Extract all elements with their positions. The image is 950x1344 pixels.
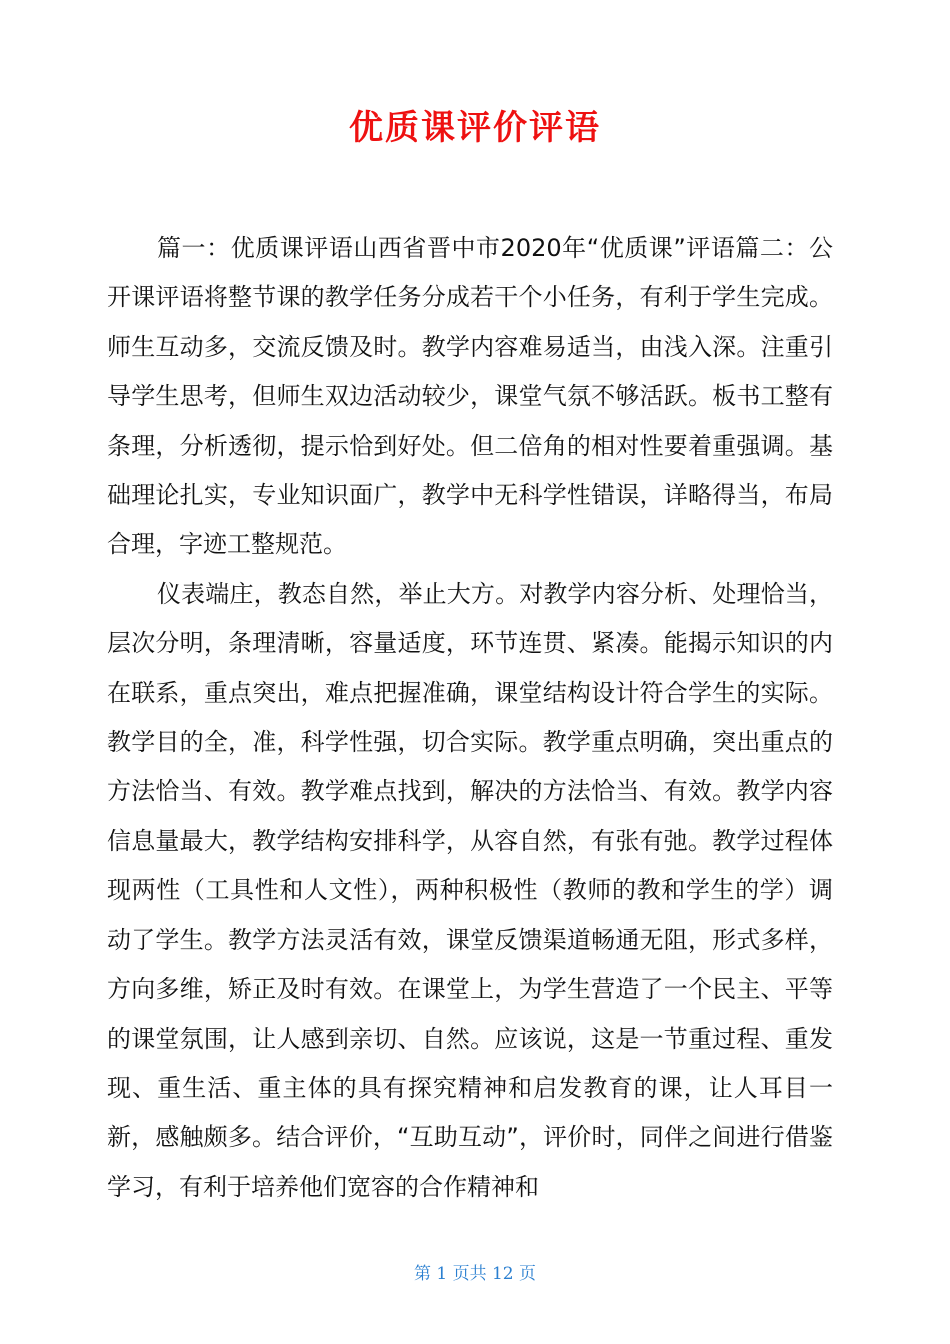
paragraph: 篇一：优质课评语山西省晋中市2020年“优质课”评语篇二：公开课评语将整节课的教学任务分成若干个小任务，有利于学生完成。师生互动多，交流反馈及时。教学内容难易适当，由浅入深。注重引导学生思考，但师生双边活动较少，课堂气氛不够活跃。板书工整有条理，分析透彻，提示恰到好处。但二倍角的相对性要着重强调。基础理论扎实，专业知识面广，教学中无科学性错误，详略得当，布局合理，字迹工整规范。 — [107, 234, 833, 559]
paragraph: 仪表端庄，教态自然，举止大方。对教学内容分析、处理恰当，层次分明，条理清晰，容量适度，环节连贯、紧凑。能揭示知识的内在联系，重点突出，难点把握准确，课堂结构设计符合学生的实际。教学目的全，准，科学性强，切合实际。教学重点明确，突出重点的方法恰当、有效。教学难点找到，解决的方法恰当、有效。教学内容信息量最大，教学结构安排科学，从容自然，有张有弛。教学过程体现两性（工具性和人文性），两种积极性（教师的教和学生的学）调动了学生。教学方法灵活有效，课堂反馈渠道畅通无阻，形式多样，方向多维，矫正及时有效。在课堂上，为学生营造了一个民主、平等的课堂氛围，让人感到亲切、自然。应该说，这是一节重过程、重发现、重生活、重主体的具有探究精神和启发教育的课，让人耳目一新，感触颇多。结合评价，“互助互动”，评价时，同伴之间进行借鉴学习，有利于培养他们宽容的合作精神和 — [107, 579, 833, 1201]
document-body — [107, 224, 833, 1212]
page-number-footer: 第 1 页共 12 页 — [413, 1264, 537, 1284]
document-title: 优质课评价评语 — [349, 108, 601, 148]
